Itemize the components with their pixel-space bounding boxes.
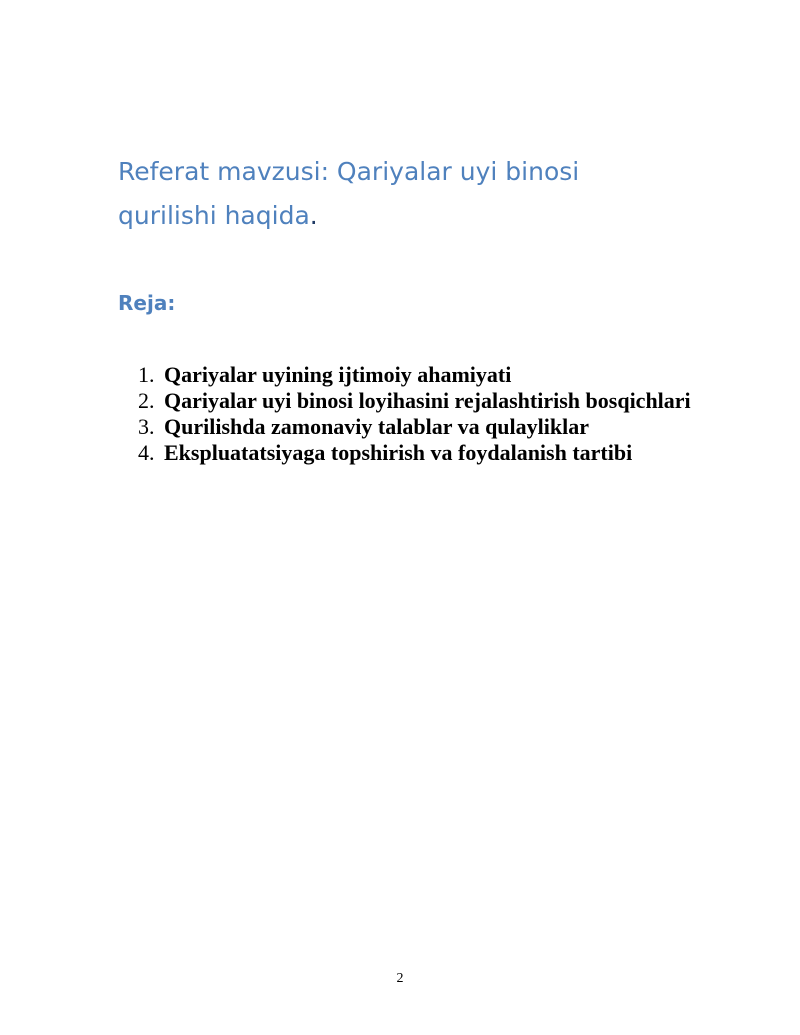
plan-item-number: 1. (138, 362, 155, 387)
plan-item-text: Qariyalar uyi binosi loyihasini rejalashtirish bosqichlari (164, 388, 691, 413)
plan-item-text: Qariyalar uyining ijtimoiy ahamiyati (164, 362, 512, 387)
plan-item-number: 4. (138, 440, 155, 465)
plan-item-number: 2. (138, 388, 155, 413)
page-number: 2 (396, 971, 404, 986)
document-title (118, 150, 638, 238)
plan-item (138, 362, 698, 388)
document-title-text: Referat mavzusi: Qariyalar uyi binosi qurilishi haqida (118, 157, 580, 230)
plan-item-text: Ekspluatatsiyaga topshirish va foydalanish tartibi (164, 440, 633, 465)
plan-item-text: Qurilishda zamonaviy talablar va qulayliklar (164, 414, 589, 439)
plan-item (138, 388, 698, 414)
plan-list (138, 362, 698, 466)
plan-item-number: 3. (138, 414, 155, 439)
plan-item (138, 440, 698, 466)
plan-heading: Reja: (118, 291, 176, 315)
plan-item (138, 414, 698, 440)
document-title-period: . (309, 201, 318, 230)
